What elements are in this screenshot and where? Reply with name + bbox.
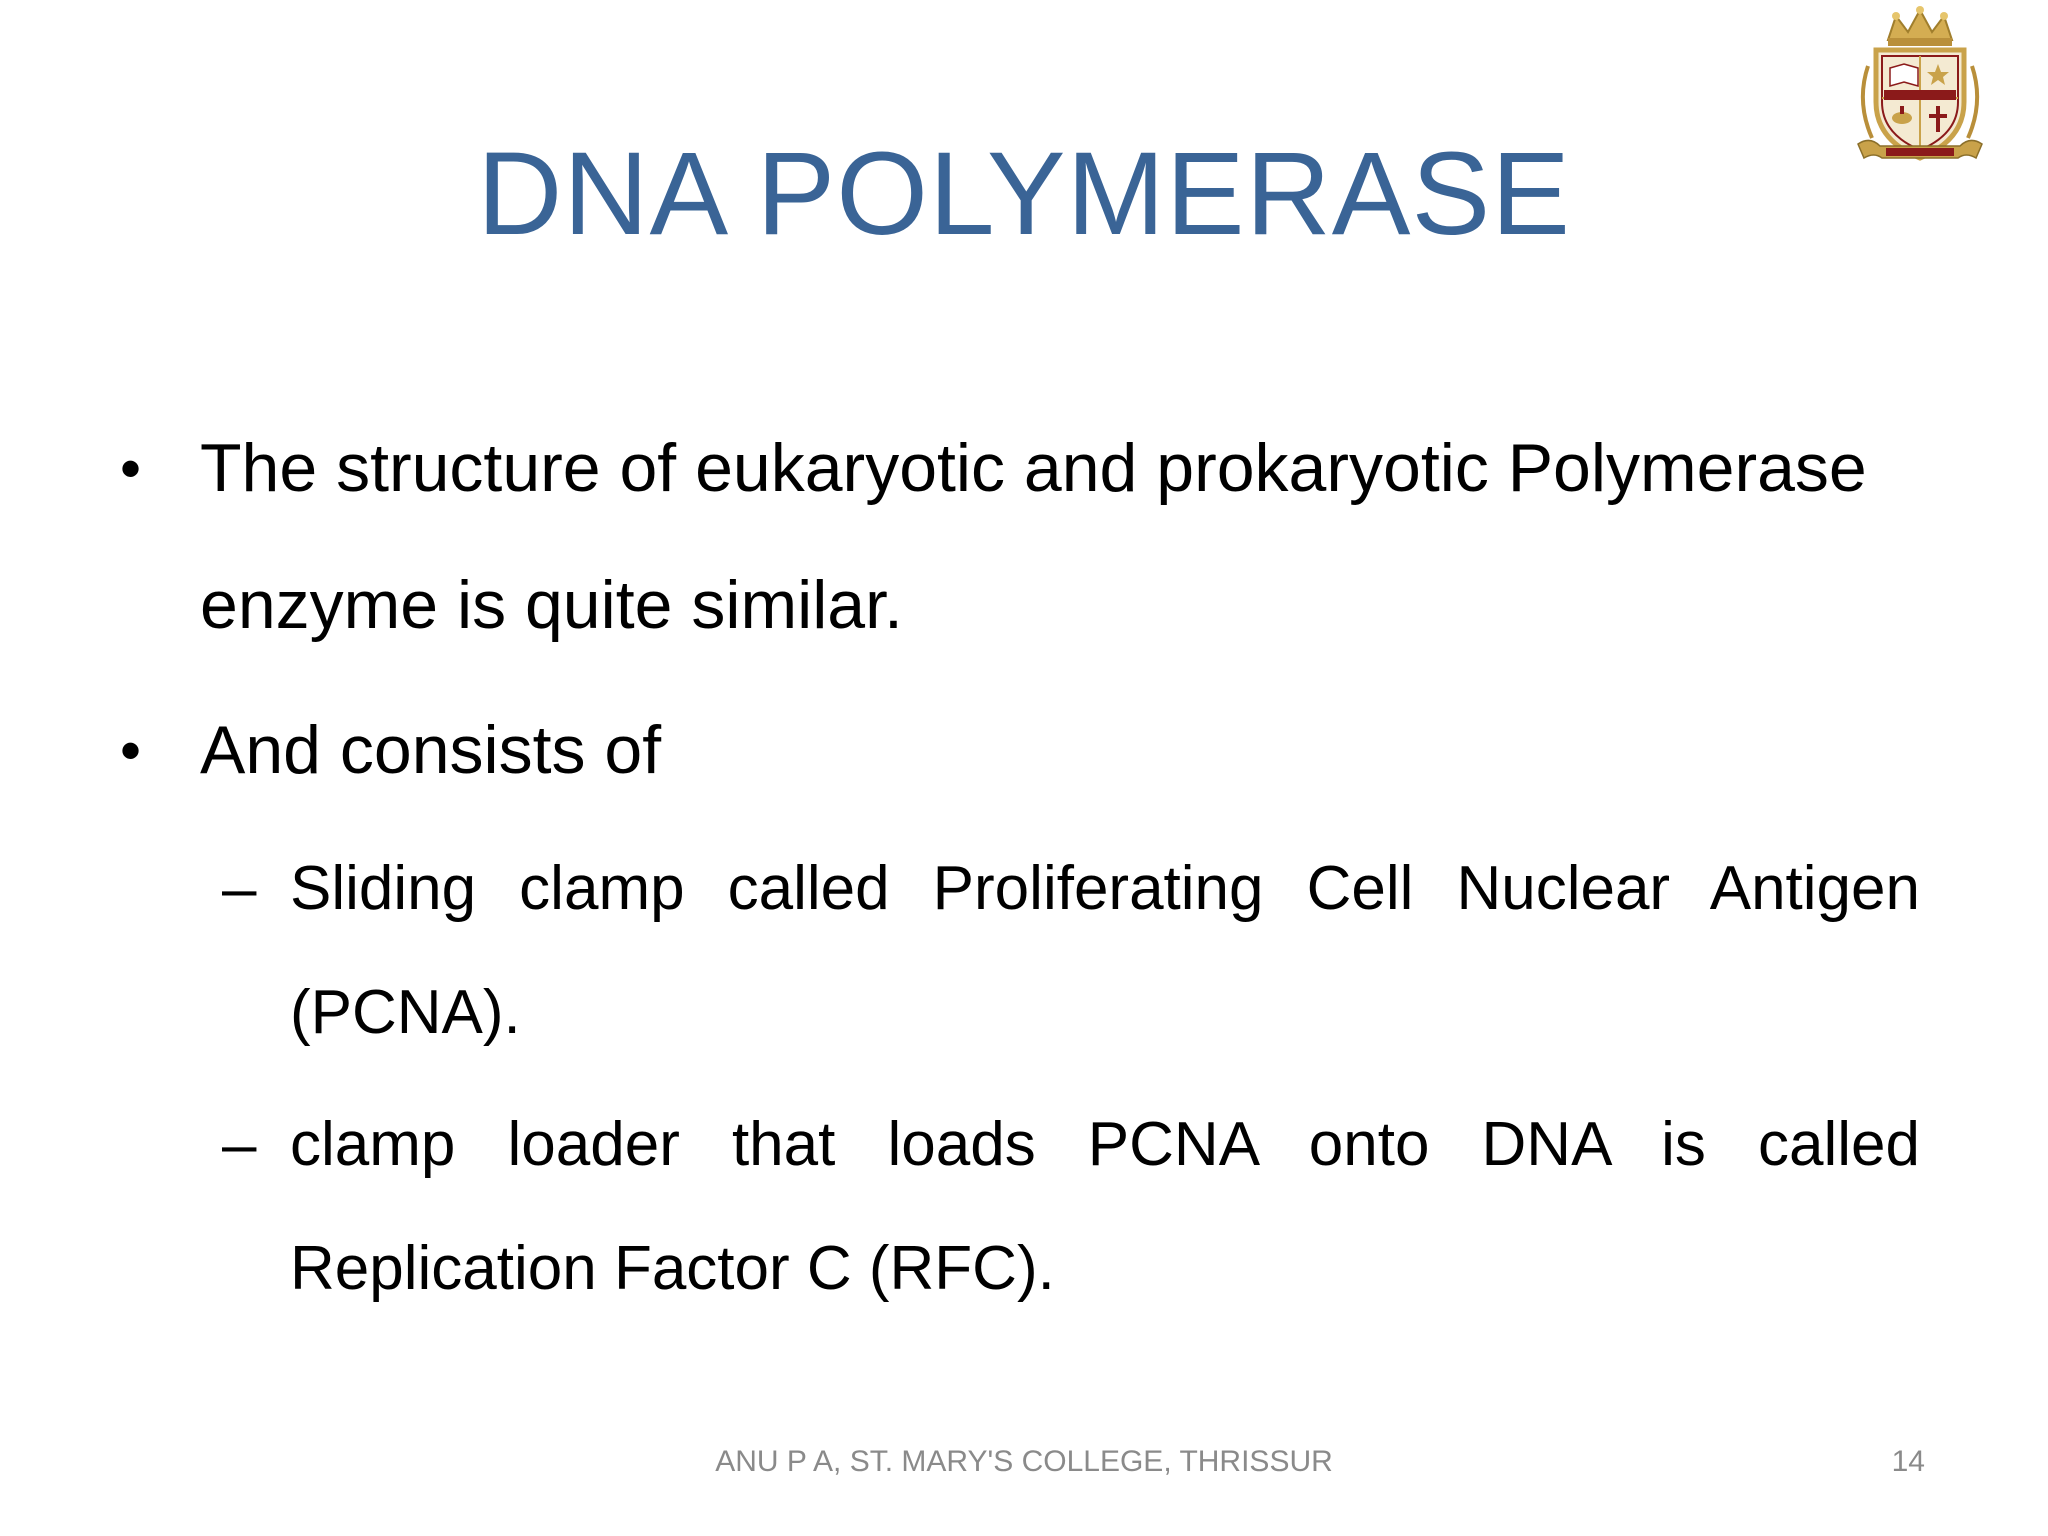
sub-bullet-item <box>120 1083 1920 1331</box>
bullet-marker: • <box>120 717 142 784</box>
bullet-text: And consists of <box>200 712 662 788</box>
slide-footer: ANU P A, ST. MARY'S COLLEGE, THRISSUR <box>715 1445 1333 1478</box>
bullet-item <box>120 400 1920 674</box>
sub-bullet-text: Sliding clamp called Proliferating Cell Nuclear Antigen (PCNA). <box>290 854 1920 1047</box>
bullet-marker: • <box>120 435 142 502</box>
slide-title: DNA POLYMERASE <box>477 128 1571 260</box>
bullet-text: The structure of eukaryotic and prokaryotic Polymerase enzyme is quite similar. <box>200 430 1867 643</box>
sub-bullet-item <box>120 827 1920 1075</box>
page-number: 14 <box>1891 1445 1925 1478</box>
dash-marker: – <box>222 1110 257 1179</box>
sub-bullet-text: clamp loader that loads PCNA onto DNA is called Replication Factor C (RFC). <box>290 1110 1920 1303</box>
dash-marker: – <box>222 854 257 923</box>
slide-content <box>120 400 1920 1331</box>
bullet-item <box>120 682 1920 819</box>
